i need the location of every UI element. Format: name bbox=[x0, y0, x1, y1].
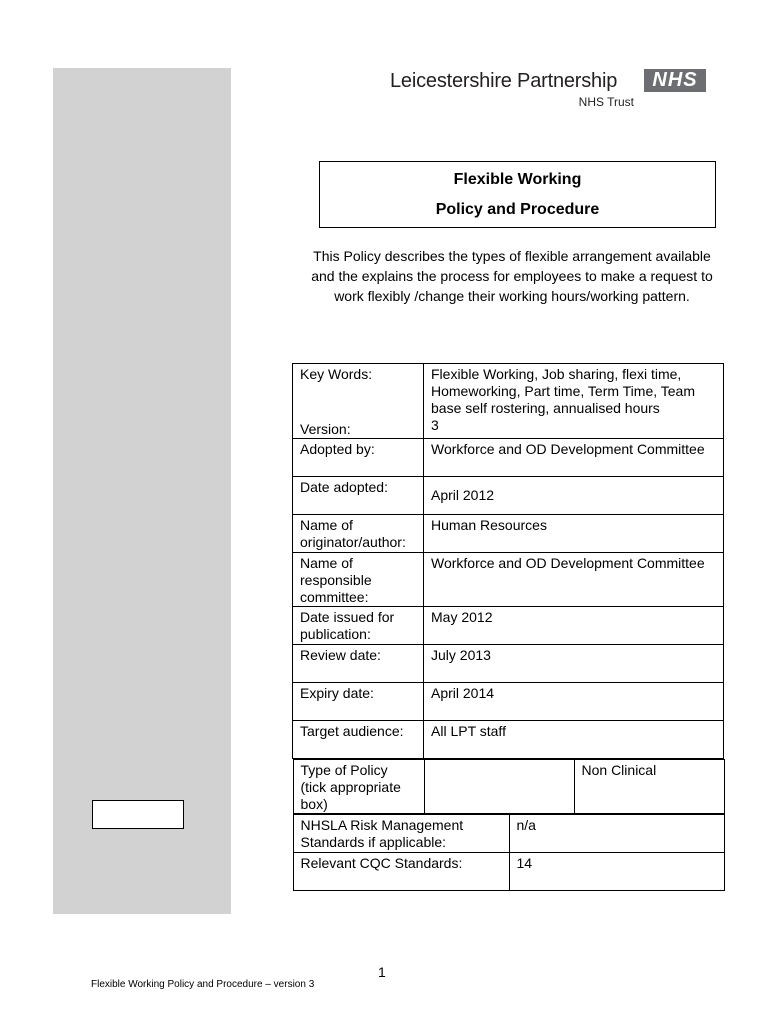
policy-type-label: Type of Policy (tick appropriate box) bbox=[293, 760, 424, 814]
decorative-side-bar bbox=[53, 68, 231, 914]
table-row bbox=[293, 645, 724, 683]
intro-paragraph: This Policy describes the types of flexible arrangement available and the explains the process for employees to make a request to work flexibly /change their working hours/working pattern. bbox=[311, 248, 713, 304]
version-label: Version: bbox=[300, 421, 351, 437]
title-box bbox=[319, 161, 716, 228]
table-row bbox=[293, 553, 724, 607]
key-words-value bbox=[424, 364, 724, 439]
table-row bbox=[293, 439, 724, 477]
expiry-date-label: Expiry date: bbox=[293, 683, 424, 721]
adopted-by-label: Adopted by: bbox=[293, 439, 424, 477]
version-value: 3 bbox=[431, 417, 439, 433]
cqc-value: 14 bbox=[509, 853, 724, 891]
review-date-label: Review date: bbox=[293, 645, 424, 683]
policy-type-value: Non Clinical bbox=[574, 760, 724, 814]
table-row bbox=[293, 683, 724, 721]
expiry-date-value: April 2014 bbox=[424, 683, 724, 721]
table-row bbox=[293, 853, 724, 891]
target-audience-label: Target audience: bbox=[293, 721, 424, 759]
table-row bbox=[293, 721, 724, 759]
date-adopted-value bbox=[424, 477, 724, 515]
org-subtitle: NHS Trust bbox=[578, 95, 634, 109]
date-issued-value: May 2012 bbox=[424, 607, 724, 645]
key-words-value-text: Flexible Working, Job sharing, flexi time, Homeworking, Part time, Term Time, Team base self rostering, annualised hours bbox=[431, 366, 696, 416]
standards-table bbox=[293, 814, 725, 891]
document-metadata-table bbox=[292, 363, 724, 891]
side-empty-box bbox=[92, 800, 184, 829]
date-adopted-value-text: April 2012 bbox=[431, 487, 495, 503]
page-footer: Flexible Working Policy and Procedure – version 3 bbox=[91, 979, 315, 990]
date-adopted-label: Date adopted: bbox=[293, 477, 424, 515]
policy-type-tick-box bbox=[424, 760, 574, 814]
key-words-label bbox=[293, 364, 424, 439]
table-row bbox=[293, 759, 724, 892]
policy-type-table bbox=[293, 759, 725, 814]
lower-section bbox=[293, 759, 724, 892]
org-name: Leicestershire Partnership bbox=[390, 70, 618, 92]
table-row bbox=[293, 515, 724, 553]
nhsla-value: n/a bbox=[509, 815, 724, 853]
table-row bbox=[293, 815, 724, 853]
trust-logo bbox=[390, 68, 708, 112]
originator-label: Name of originator/author: bbox=[293, 515, 424, 553]
page-number: 1 bbox=[378, 964, 386, 980]
originator-value: Human Resources bbox=[424, 515, 724, 553]
table-row bbox=[293, 364, 724, 439]
table-row bbox=[293, 760, 724, 814]
date-issued-label: Date issued for publication: bbox=[293, 607, 424, 645]
document-title: Flexible Working bbox=[453, 171, 582, 188]
target-audience-value: All LPT staff bbox=[424, 721, 724, 759]
nhsla-label: NHSLA Risk Management Standards if applicable: bbox=[293, 815, 509, 853]
cqc-label: Relevant CQC Standards: bbox=[293, 853, 509, 891]
table-row bbox=[293, 477, 724, 515]
document-subtitle: Policy and Procedure bbox=[435, 201, 600, 218]
adopted-by-value: Workforce and OD Development Committee bbox=[424, 439, 724, 477]
table-row bbox=[293, 607, 724, 645]
review-date-value: July 2013 bbox=[424, 645, 724, 683]
committee-label: Name of responsible committee: bbox=[293, 553, 424, 607]
committee-value: Workforce and OD Development Committee bbox=[424, 553, 724, 607]
nhs-logo: NHS bbox=[644, 69, 706, 92]
key-words-label-text: Key Words: bbox=[300, 366, 373, 382]
